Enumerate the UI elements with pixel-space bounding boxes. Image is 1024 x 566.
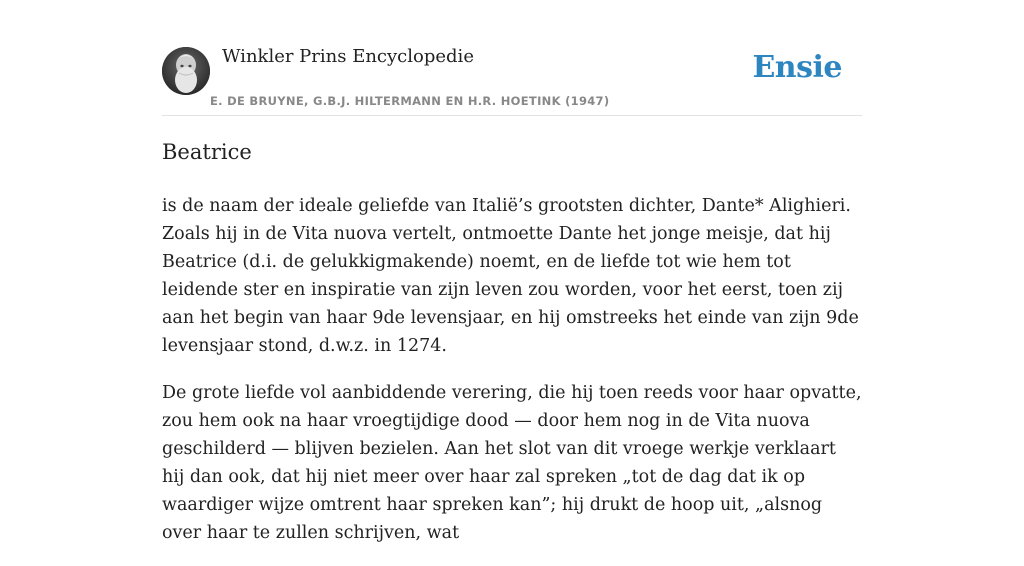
- page: [162, 0, 862, 543]
- portrait-photo-icon[interactable]: [162, 47, 210, 95]
- source-authors: E. DE BRUYNE, G.B.J. HILTERMANN EN H.R. HOETINK (1947): [210, 94, 610, 108]
- article-paragraph: De grote liefde vol aanbiddende verering, die hij toen reeds voor haar opvatte, zou hem ook na haar vroegtijdige dood — door hem nog in de Vita nuova geschilderd — blijven bezielen. Aan het slot van dit vroege werkje verklaart hij dan ook, dat hij niet meer over haar zal spreken „tot de dag dat ik op waardiger wijze omtrent haar spreken kan”; hij drukt de hoop uit, „alsnog over haar te zullen schrijven, wat: [162, 383, 862, 543]
- brand-logo[interactable]: Ensie: [752, 50, 842, 85]
- article-body: [162, 192, 862, 566]
- portrait-image: [162, 47, 210, 95]
- source-title[interactable]: Winkler Prins Encyclopedie: [222, 46, 474, 67]
- source-header: [162, 0, 862, 116]
- article-paragraph: is de naam der ideale geliefde van Italië’s grootsten dichter, Dante* Alighieri. Zoals hij in de Vita nuova vertelt, ontmoette Dante het jonge meisje, dat hij Beatrice (d.i. de gelukkigmakende) noemt, en de liefde tot wie hem tot leidende ster en inspiratie van zijn leven zou worden, voor het eerst, toen zij aan het begin van haar 9de levensjaar, en hij omstreeks het einde van zijn 9de levensjaar stond, d.w.z. in 1274.: [162, 196, 859, 356]
- article-title: Beatrice: [162, 140, 252, 164]
